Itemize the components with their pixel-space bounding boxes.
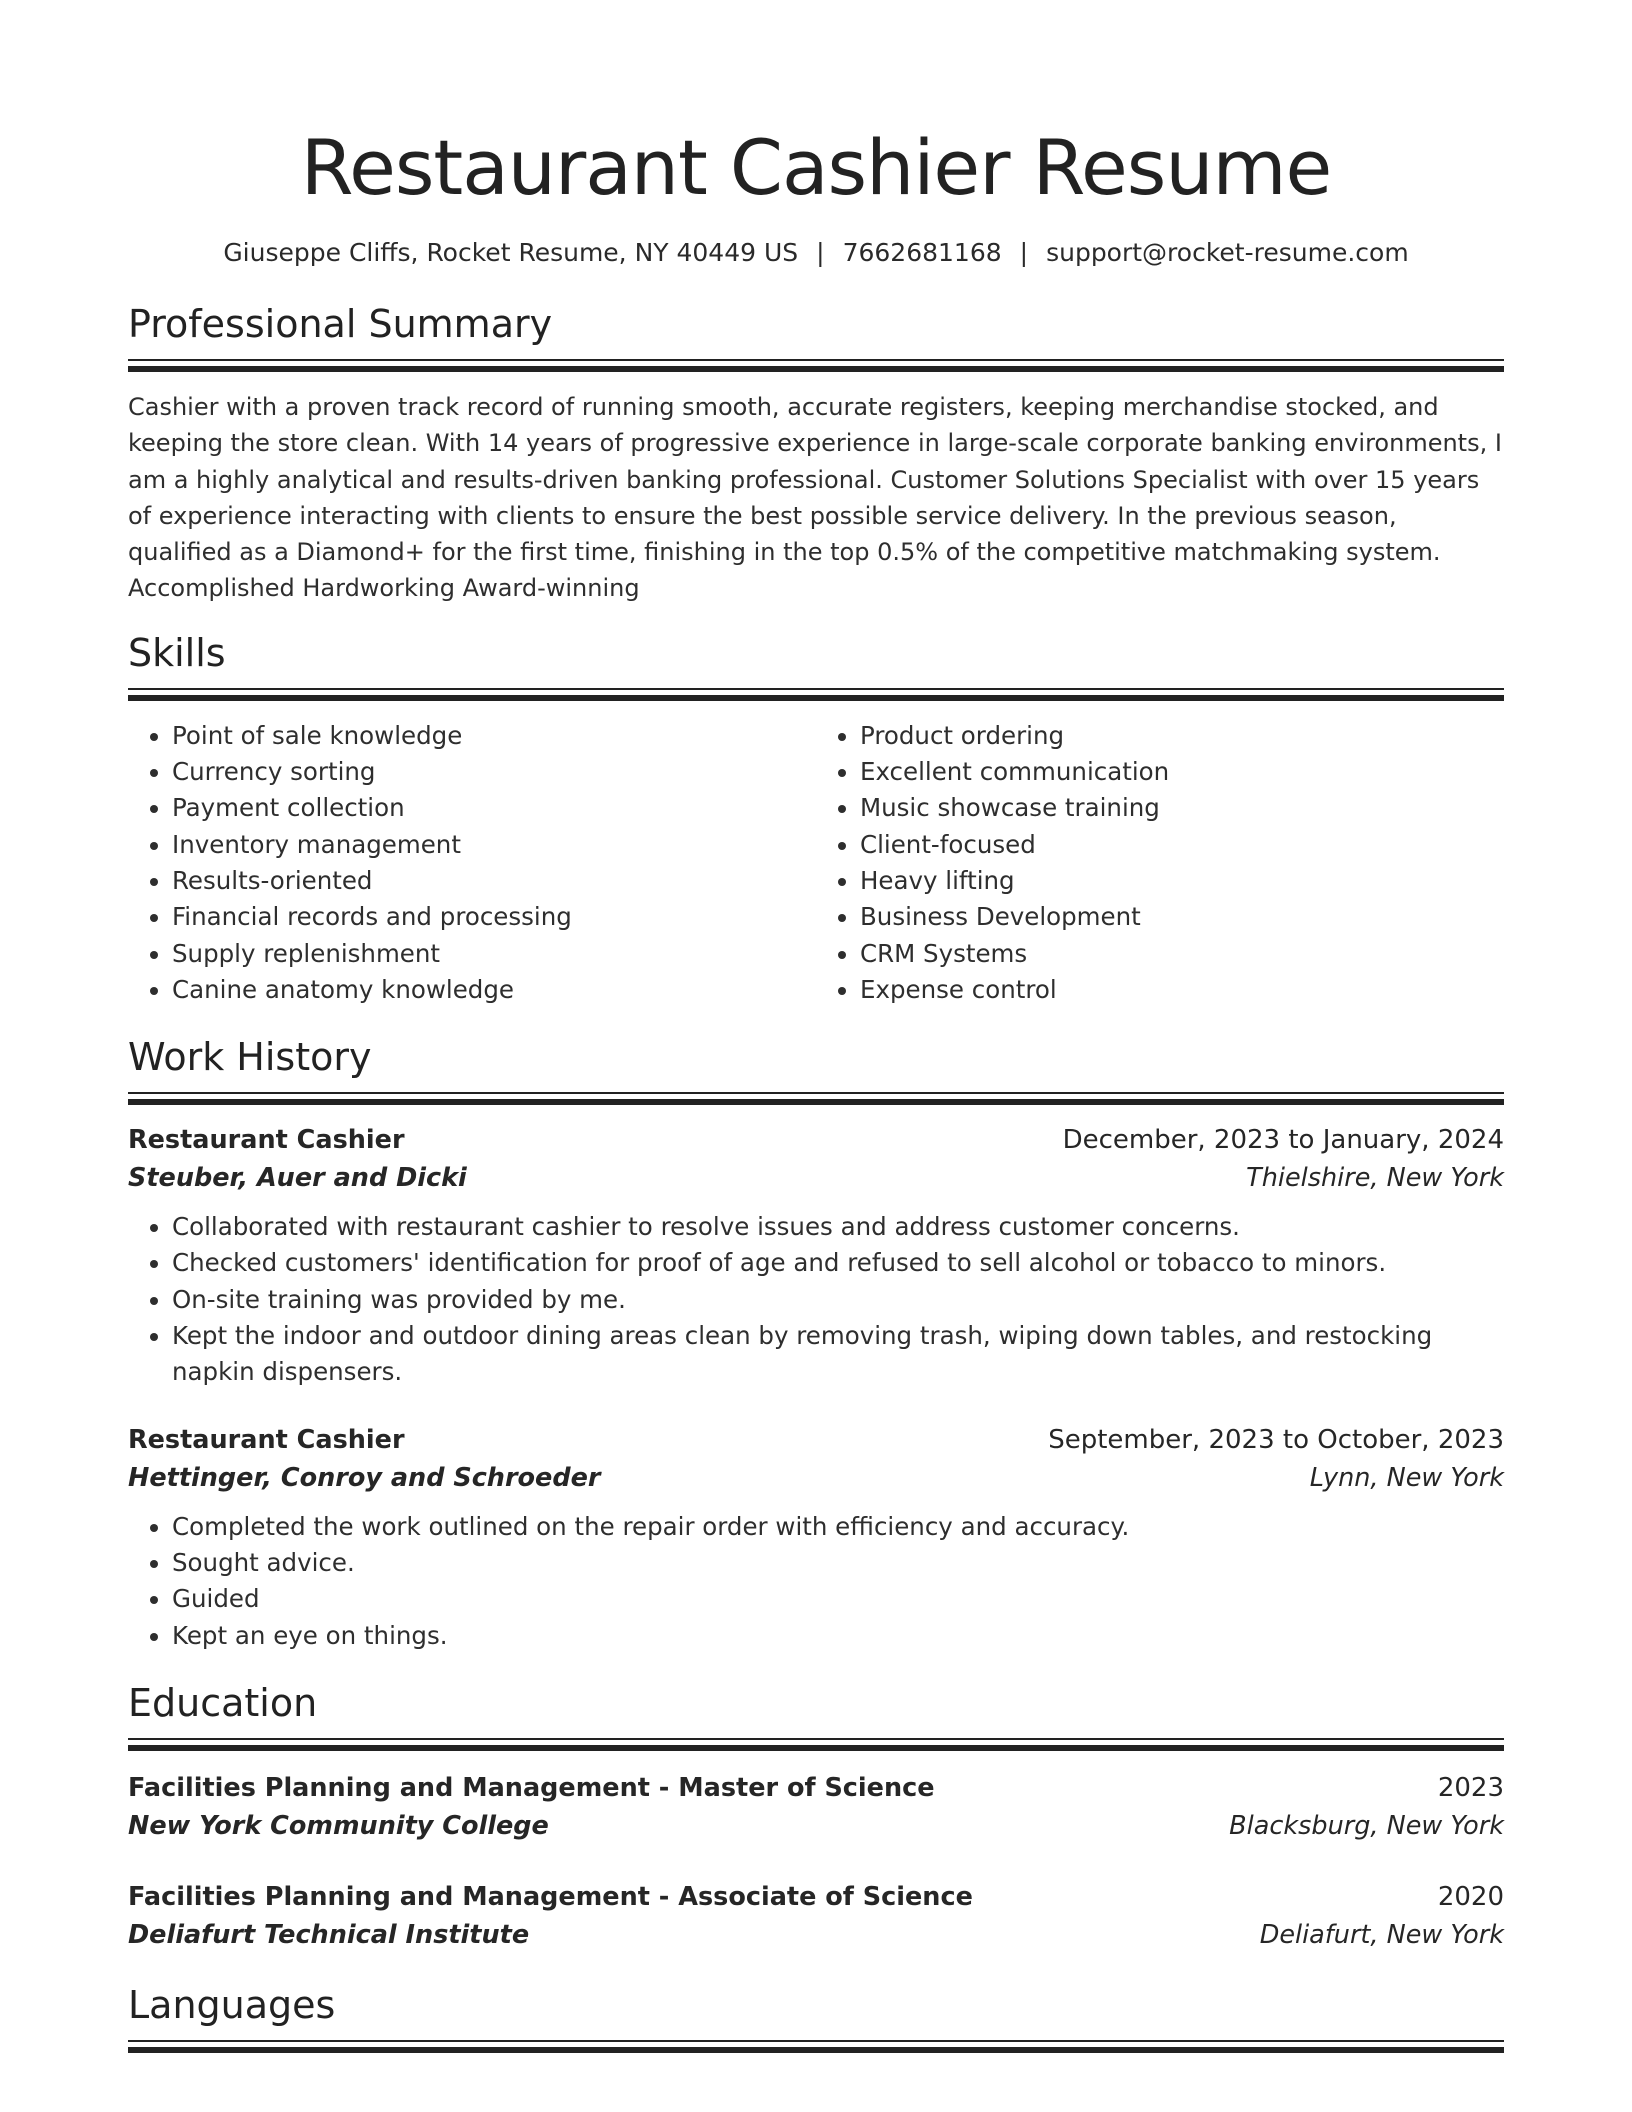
job-duty: • Guided — [172, 1581, 1504, 1617]
skill-item: • Music showcase training — [860, 790, 1504, 826]
section-divider — [128, 1092, 1504, 1105]
section-divider — [128, 688, 1504, 701]
education-degree-row — [128, 1878, 1504, 1916]
education-degree: Facilities Planning and Management - Associate of Science — [128, 1881, 973, 1912]
skill-item: • CRM Systems — [860, 936, 1504, 972]
job-title: Restaurant Cashier — [128, 1125, 405, 1156]
education-degree: Facilities Planning and Management - Master of Science — [128, 1772, 935, 1803]
skill-item: • Inventory management — [172, 827, 816, 863]
summary-section — [128, 299, 1504, 607]
job-header-row — [128, 1421, 1504, 1459]
skill-item: • Currency sorting — [172, 754, 816, 790]
resume-title: Restaurant Cashier Resume — [300, 123, 1332, 212]
contact-separator: | — [1019, 238, 1029, 267]
job-employer-row — [128, 1159, 1504, 1197]
section-divider — [128, 2040, 1504, 2053]
job-employer: Hettinger, Conroy and Schroeder — [128, 1462, 601, 1493]
education-school-row — [128, 1807, 1504, 1845]
job-duty: • Completed the work outlined on the repair order with efficiency and accuracy. — [172, 1509, 1504, 1545]
section-divider — [128, 1738, 1504, 1751]
skill-item: • Results-oriented — [172, 863, 816, 899]
job-duty: • On-site training was provided by me. — [172, 1282, 1504, 1318]
education-school: New York Community College — [128, 1810, 549, 1841]
education-year: 2023 — [1437, 1772, 1504, 1803]
section-heading-summary: Professional Summary — [128, 302, 553, 346]
section-heading-languages: Languages — [128, 1982, 336, 2027]
job-location: Thielshire, New York — [1246, 1163, 1504, 1194]
education-section — [128, 1678, 1504, 1954]
contact-email: support@rocket-resume.com — [1046, 238, 1409, 267]
job-entry — [128, 1121, 1504, 1390]
job-duty: • Collaborated with restaurant cashier to resolve issues and address customer concerns. — [172, 1209, 1504, 1245]
job-header-row — [128, 1121, 1504, 1159]
education-entry — [128, 1878, 1504, 1954]
education-location: Deliafurt, New York — [1259, 1919, 1504, 1950]
skills-list-right — [816, 718, 1504, 1008]
skill-item: • Client-focused — [860, 827, 1504, 863]
contact-separator: | — [816, 238, 825, 267]
job-location: Lynn, New York — [1309, 1462, 1504, 1493]
job-duty: • Kept an eye on things. — [172, 1618, 1504, 1654]
skills-columns — [128, 718, 1504, 1008]
education-degree-row — [128, 1769, 1504, 1807]
skill-item: • Point of sale knowledge — [172, 718, 816, 754]
job-duties — [128, 1509, 1504, 1654]
skill-item: • Supply replenishment — [172, 936, 816, 972]
languages-section — [128, 1980, 1504, 2053]
skill-item: • Payment collection — [172, 790, 816, 826]
job-dates: December, 2023 to January, 2024 — [1062, 1125, 1504, 1156]
education-school-row — [128, 1916, 1504, 1954]
skill-item: • Expense control — [860, 972, 1504, 1008]
job-dates: September, 2023 to October, 2023 — [1048, 1424, 1504, 1455]
education-entry — [128, 1769, 1504, 1845]
contact-phone: 7662681168 — [842, 238, 1002, 267]
job-duty: • Kept the indoor and outdoor dining areas clean by removing trash, wiping down tables, and restocking napkin dispensers. — [172, 1318, 1504, 1391]
skill-item: • Product ordering — [860, 718, 1504, 754]
summary-text: Cashier with a proven track record of running smooth, accurate registers, keeping merchandise stocked, and keeping the store clean. With 14 years of progressive experience in large-scale corporate banking environments, I am a highly analytical and results-driven banking professional. Customer Solutions Specialist with over 15 years of experience interacting with clients to ensure the best possible service delivery. In the previous season, qualified as a Diamond+ for the first time, finishing in the top 0.5% of the competitive matchmaking system. Accomplished Hardworking Award-winning — [128, 393, 1502, 603]
education-school: Deliafurt Technical Institute — [128, 1919, 530, 1950]
job-duty: • Checked customers' identification for proof of age and refused to sell alcohol or tobacco to minors. — [172, 1245, 1504, 1281]
job-title: Restaurant Cashier — [128, 1424, 405, 1455]
job-duties — [128, 1209, 1504, 1390]
work-section — [128, 1032, 1504, 1654]
section-heading-work: Work History — [128, 1035, 372, 1080]
job-entry — [128, 1421, 1504, 1654]
skill-item: • Heavy lifting — [860, 863, 1504, 899]
skill-item: • Canine anatomy knowledge — [172, 972, 816, 1008]
section-heading-skills: Skills — [128, 630, 226, 675]
job-employer-row — [128, 1459, 1504, 1497]
job-duty: • Sought advice. — [172, 1545, 1504, 1581]
education-location: Blacksburg, New York — [1229, 1810, 1504, 1841]
contact-line — [128, 236, 1504, 270]
skill-item: • Excellent communication — [860, 754, 1504, 790]
skill-item: • Financial records and processing — [172, 899, 816, 935]
job-employer: Steuber, Auer and Dicki — [128, 1163, 467, 1194]
skills-list-left — [128, 718, 816, 1008]
section-heading-education: Education — [128, 1680, 318, 1725]
section-divider — [128, 359, 1504, 372]
contact-address: Giuseppe Cliffs, Rocket Resume, NY 40449 US — [223, 238, 799, 267]
skill-item: • Business Development — [860, 899, 1504, 935]
skills-section — [128, 628, 1504, 1008]
education-year: 2020 — [1437, 1881, 1504, 1912]
